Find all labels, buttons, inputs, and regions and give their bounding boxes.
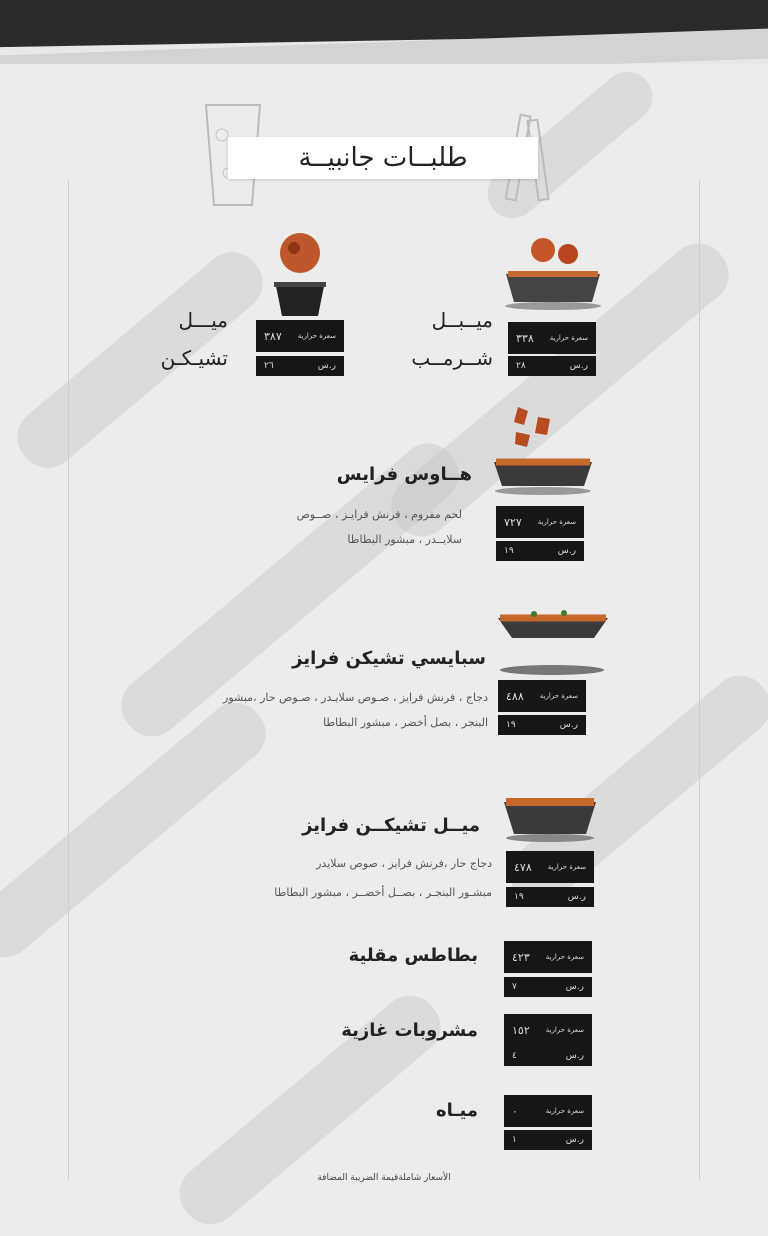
price-badge [498, 715, 586, 735]
calories-value: ٤٨٨ [506, 689, 524, 703]
item-description-line: لحم مفروم ، فرنش فرايـز ، صــوص [296, 508, 462, 521]
calories-value: ٤٢٣ [512, 950, 530, 964]
price-badge [504, 1130, 592, 1150]
currency-label: ر.س [569, 361, 588, 371]
calories-badge [498, 680, 586, 712]
price-value: ٢٦ [264, 361, 274, 371]
price-badge [496, 541, 584, 561]
calories-label: سعرة حرارية [537, 517, 576, 526]
price-badge [504, 1046, 592, 1066]
price-badge [506, 887, 594, 907]
price-value: ٢٨ [516, 361, 526, 371]
price-value: ٧ [512, 982, 517, 992]
item-name: سبايسي تشيكن فرايز [292, 648, 486, 669]
currency-label: ر.س [565, 1051, 584, 1061]
calories-label: سعرة حرارية [545, 1106, 584, 1115]
item-description-line: البنجر ، بصل أخضر ، مبشور البطاطا [323, 716, 488, 729]
top-banner [0, 0, 768, 64]
calories-badge [504, 1014, 592, 1046]
calories-value: ٤٧٨ [514, 860, 532, 874]
item-description-line: مبشـور البنجـر ، بصــل أخضــر ، مبشور البطاطا [274, 886, 492, 899]
calories-label: سعرة حرارية [549, 333, 588, 342]
price-value: ١ [512, 1135, 517, 1145]
item-description-line: سلايــدر ، مبشور البطاطا [347, 533, 462, 546]
page-title: طلبــات جانبيــة [228, 137, 538, 179]
currency-label: ر.س [567, 892, 586, 902]
price-value: ١٩ [514, 892, 524, 902]
currency-label: ر.س [317, 361, 336, 371]
shrimp-basket-image [498, 232, 608, 312]
calories-badge [496, 506, 584, 538]
tax-note: الأسعار شاملةقيمة الضريبة المضافة [317, 1173, 451, 1183]
price-badge [508, 356, 596, 376]
calories-badge [506, 851, 594, 883]
price-value: ١٩ [504, 546, 514, 556]
currency-label: ر.س [565, 982, 584, 992]
item-name-line2: تشيـكـن [160, 346, 228, 370]
item-name-line2: شــرمــب [411, 346, 493, 370]
calories-badge [508, 322, 596, 354]
price-badge [504, 977, 592, 997]
item-description-line: دجاج حار ،فرنش فرايز ، صوص سلايدر [316, 857, 492, 870]
chicken-cup-image [270, 228, 330, 320]
currency-label: ر.س [557, 546, 576, 556]
calories-value: ٣٣٨ [516, 331, 534, 345]
calories-label: سعرة حرارية [539, 691, 578, 700]
item-name: هــاوس فرايس [336, 464, 472, 485]
meal-fries-basket-image [498, 792, 602, 844]
price-value: ٤ [512, 1051, 517, 1061]
item-name-line1: ميـــل [178, 308, 228, 332]
calories-badge [504, 1095, 592, 1127]
currency-label: ر.س [565, 1135, 584, 1145]
calories-value: ٠ [512, 1104, 518, 1118]
calories-value: ٣٨٧ [264, 329, 282, 343]
spicy-fries-basket-image [494, 604, 612, 676]
calories-label: سعرة حرارية [545, 1025, 584, 1034]
calories-badge [256, 320, 344, 352]
item-name: مشروبات غازية [341, 1020, 478, 1041]
item-description-line: دجاج ، فرنش فرايز ، صـوص سلايـدر ، صـوص حار ،مبشور [223, 691, 488, 704]
calories-value: ١٥٢ [512, 1023, 530, 1037]
price-badge [256, 356, 344, 376]
item-name-line1: ميــبــل [431, 308, 493, 332]
price-value: ١٩ [506, 720, 516, 730]
item-name: ميـاه [435, 1100, 478, 1121]
calories-label: سعرة حرارية [545, 952, 584, 961]
currency-label: ر.س [559, 720, 578, 730]
calories-label: سعرة حرارية [547, 862, 586, 871]
calories-label: سعرة حرارية [297, 331, 336, 340]
calories-badge [504, 941, 592, 973]
calories-value: ٧٢٧ [504, 515, 522, 529]
item-name: بطاطس مقلية [348, 945, 478, 966]
house-fries-image [488, 402, 598, 497]
item-name: ميــل تشيكــن فرايز [302, 815, 480, 836]
